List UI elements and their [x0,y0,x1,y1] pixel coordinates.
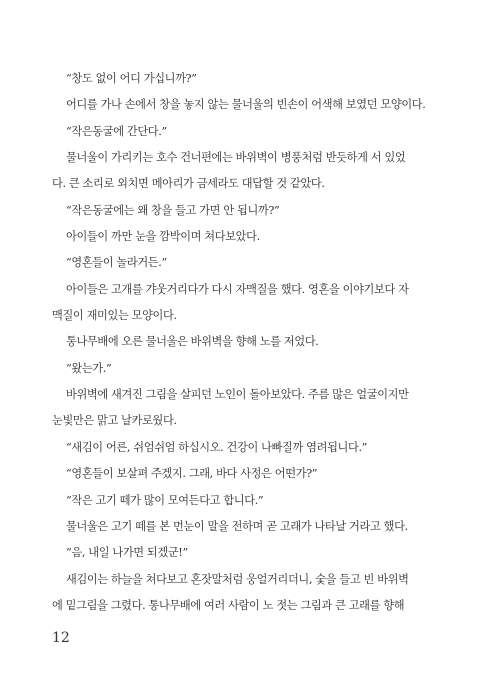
dialogue-line: “작은동굴에는 왜 창을 들고 가면 안 됩니까?” [66,203,280,217]
paragraph-line: 다. 큰 소리로 외치면 메아리가 금세라도 대답할 것 같았다. [52,177,325,191]
dialogue-line: “작은동굴에 간단다.” [66,124,167,138]
paragraph-line: 어디를 가나 손에서 창을 놓지 않는 물너울의 빈손이 어색해 보였던 모양이다. [66,98,426,112]
paragraph-line: 물너울은 고기 떼를 본 먼눈이 말을 전하며 곧 고래가 나타날 거라고 했다. [66,519,408,533]
paragraph-line: 아이들은 고개를 갸웃거리다가 다시 자맥질을 했다. 영혼을 이야기보다 자 [66,282,409,296]
paragraph-line: 물너울이 가리키는 호수 건너편에는 바위벽이 병풍처럼 반듯하게 서 있었 [66,151,406,165]
page-number: 12 [52,630,70,646]
paragraph-line: 새김이는 하늘을 쳐다보고 혼잣말처럼 웅얼거리더니, 숯을 들고 빈 바위벽 [66,572,409,586]
paragraph-line: 아이들이 까만 눈을 깜박이며 쳐다보았다. [66,230,260,244]
dialogue-line: “영혼들이 보살펴 주겠지. 그래, 바다 사정은 어떤가?” [66,467,318,481]
dialogue-line: “영혼들이 놀라거든.” [66,256,167,270]
dialogue-line: “왔는가.” [66,361,112,375]
paragraph-line: 눈빛만은 맑고 날카로웠다. [52,414,177,428]
dialogue-line: “작은 고기 떼가 많이 모여든다고 합니다.” [66,493,264,507]
paragraph-line: 바위벽에 새겨진 그림을 살피던 노인이 돌아보았다. 주름 많은 얼굴이지만 [66,388,409,402]
body-text [52,66,452,619]
dialogue-line: “새김이 어른, 쉬엄쉬엄 하십시오. 건강이 나빠질까 염려됩니다.” [66,440,368,454]
paragraph-line: 에 밑그림을 그렸다. 통나무배에 여러 사람이 노 젓는 그림과 큰 고래를 향해 [52,598,405,612]
dialogue-line: “음, 내일 나가면 되겠군!” [66,546,188,560]
paragraph-line: 맥질이 재미있는 모양이다. [52,309,177,323]
dialogue-line: “창도 없이 어디 가십니까?” [66,72,197,85]
paragraph-line: 통나무배에 오른 물너울은 바위벽을 향해 노를 저었다. [66,335,319,349]
